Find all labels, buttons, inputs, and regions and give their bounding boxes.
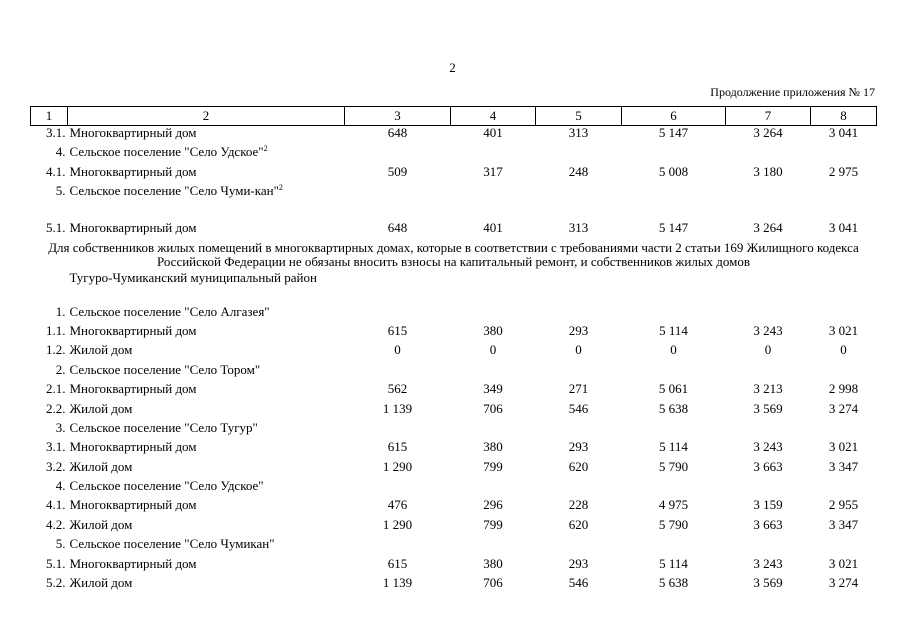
cell-value: 296 bbox=[483, 497, 503, 513]
cell-value: 562 bbox=[387, 381, 408, 397]
cell-value: 0 bbox=[840, 342, 847, 358]
row-name: Многоквартирный дом bbox=[69, 555, 197, 571]
row-number: 4. bbox=[55, 144, 66, 160]
cell-value: 1 290 bbox=[382, 458, 413, 474]
row-name: Многоквартирный дом bbox=[69, 220, 197, 236]
cell-value: 615 bbox=[387, 555, 408, 571]
cell-value: 3 021 bbox=[828, 322, 859, 338]
footnote-mark: 2 bbox=[263, 144, 268, 154]
cell-value: 3 041 bbox=[828, 220, 859, 236]
row-number: 5. bbox=[55, 183, 66, 199]
cell-value: 248 bbox=[568, 163, 589, 179]
footnote-mark: 2 bbox=[278, 183, 283, 193]
row-number: 3.2. bbox=[46, 458, 66, 474]
cell-value: 3 569 bbox=[753, 575, 783, 591]
table-row bbox=[31, 343, 877, 362]
cell-value: 546 bbox=[568, 400, 589, 416]
table-row bbox=[31, 324, 877, 343]
cell-value: 3 021 bbox=[828, 439, 859, 455]
cell-value: 5 114 bbox=[659, 555, 688, 571]
cell-value: 3 243 bbox=[753, 555, 783, 571]
cell-value: 5 638 bbox=[658, 400, 689, 416]
cell-value: 0 bbox=[764, 342, 772, 358]
header-cell: 4 bbox=[451, 107, 536, 126]
cell-value: 3 347 bbox=[828, 516, 859, 532]
cell-value: 380 bbox=[483, 439, 503, 455]
cell-value: 3 159 bbox=[753, 497, 783, 513]
cell-value: 1 139 bbox=[382, 575, 413, 591]
cell-value: 3 569 bbox=[753, 400, 783, 416]
cell-value: 313 bbox=[568, 125, 589, 140]
row-number: 3.1. bbox=[46, 125, 66, 140]
district-row bbox=[31, 271, 877, 305]
cell-value: 1 139 bbox=[382, 400, 413, 416]
row-number: 4.2. bbox=[46, 516, 66, 532]
cell-value: 380 bbox=[483, 322, 503, 338]
cell-value: 2 955 bbox=[828, 497, 859, 513]
header-cell: 2 bbox=[68, 107, 345, 126]
row-number: 5. bbox=[55, 536, 66, 552]
cell-value: 5 061 bbox=[658, 381, 689, 397]
row-name: Многоквартирный дом bbox=[69, 322, 197, 338]
cell-value: 0 bbox=[489, 342, 497, 358]
cell-value: 271 bbox=[568, 381, 589, 397]
page-number: 2 bbox=[449, 60, 456, 75]
row-name: Сельское поселение "Село Тором" bbox=[69, 361, 261, 377]
cell-value: 3 274 bbox=[828, 575, 859, 591]
header-row bbox=[31, 107, 877, 126]
tariff-table bbox=[30, 106, 877, 595]
cell-value: 3 663 bbox=[753, 516, 783, 532]
table-row bbox=[31, 557, 877, 576]
cell-value: 648 bbox=[387, 125, 408, 140]
row-number: 5.1. bbox=[46, 220, 66, 236]
cell-value: 401 bbox=[483, 220, 503, 236]
row-name: Сельское поселение "Село Удское" bbox=[69, 478, 264, 494]
header-cell: 6 bbox=[622, 107, 726, 126]
cell-value: 706 bbox=[483, 575, 503, 591]
district-name bbox=[68, 271, 345, 305]
cell-value: 3 021 bbox=[828, 555, 859, 571]
header-cell: 1 bbox=[31, 107, 68, 126]
cell-value: 0 bbox=[575, 342, 582, 358]
cell-value: 799 bbox=[483, 516, 503, 532]
row-number: 1.2. bbox=[46, 342, 66, 358]
section-row bbox=[31, 305, 877, 324]
cell-value: 317 bbox=[483, 163, 503, 179]
district-label: Тугуро-Чумиканский муниципальный район bbox=[69, 269, 317, 285]
cell-value: 3 347 bbox=[828, 458, 859, 474]
row-name: Жилой дом bbox=[69, 342, 133, 358]
row-number: 3. bbox=[55, 419, 66, 435]
cell-value: 3 180 bbox=[753, 163, 783, 179]
section-row bbox=[31, 537, 877, 556]
row-number: 2. bbox=[55, 361, 66, 377]
section-name: Сельское поселение "Село Удское" bbox=[69, 144, 264, 160]
row-number: 2.1. bbox=[46, 381, 66, 397]
table-row bbox=[31, 382, 877, 401]
table-row bbox=[31, 518, 877, 537]
cell-value: 5 638 bbox=[658, 575, 689, 591]
row-number: 2.2. bbox=[46, 400, 66, 416]
section-row bbox=[31, 421, 877, 440]
cell-value: 5 147 bbox=[658, 220, 689, 236]
cell-value: 3 264 bbox=[753, 220, 783, 236]
row-name: Жилой дом bbox=[69, 516, 133, 532]
table-row bbox=[31, 402, 877, 421]
row-name: Жилой дом bbox=[69, 458, 133, 474]
row-name: Многоквартирный дом bbox=[69, 163, 197, 179]
table-row bbox=[31, 498, 877, 517]
cell-value: 546 bbox=[568, 575, 589, 591]
cell-value: 648 bbox=[387, 220, 408, 236]
cell-value: 3 041 bbox=[828, 125, 859, 140]
cell-value: 3 274 bbox=[828, 400, 859, 416]
cell-value: 3 264 bbox=[753, 125, 783, 140]
cell-value: 615 bbox=[387, 439, 408, 455]
cell-value: 615 bbox=[387, 322, 408, 338]
row-number: 4.1. bbox=[46, 163, 66, 179]
cell-value: 293 bbox=[568, 555, 589, 571]
cell-value: 2 975 bbox=[828, 163, 859, 179]
cell-value: 401 bbox=[483, 125, 503, 140]
row-name: Многоквартирный дом bbox=[69, 439, 197, 455]
cell-value: 3 663 bbox=[753, 458, 783, 474]
section-row bbox=[31, 184, 877, 221]
row-number: 4. bbox=[55, 478, 66, 494]
cell-value: 620 bbox=[568, 458, 589, 474]
cell-value: 313 bbox=[568, 220, 589, 236]
section-row bbox=[31, 363, 877, 382]
cell-value: 0 bbox=[394, 342, 401, 358]
cell-value: 228 bbox=[568, 497, 589, 513]
cell-value: 0 bbox=[670, 342, 677, 358]
header-cell: 7 bbox=[726, 107, 811, 126]
row-number: 1. bbox=[55, 303, 66, 319]
note-row bbox=[31, 241, 877, 271]
cell-value: 509 bbox=[387, 163, 408, 179]
cell-value: 799 bbox=[483, 458, 503, 474]
cell-value: 293 bbox=[568, 439, 589, 455]
row-number: 3.1. bbox=[46, 439, 66, 455]
section-row bbox=[31, 145, 877, 164]
cell-value: 706 bbox=[483, 400, 503, 416]
row-name: Сельское поселение "Село Чумикан" bbox=[69, 536, 275, 552]
cell-value: 293 bbox=[568, 322, 589, 338]
cell-value: 3 243 bbox=[753, 322, 783, 338]
header-cell: 5 bbox=[536, 107, 622, 126]
header-cell: 8 bbox=[811, 107, 877, 126]
header-cell: 3 bbox=[345, 107, 451, 126]
row-name: Сельское поселение "Село Алгазея" bbox=[69, 303, 270, 319]
cell-value: 5 147 bbox=[658, 125, 689, 140]
table-row bbox=[31, 165, 877, 184]
table-row bbox=[31, 126, 877, 146]
cell-value: 620 bbox=[568, 516, 589, 532]
cell-value: 5 114 bbox=[659, 439, 688, 455]
cell-value: 380 bbox=[483, 555, 503, 571]
row-name: Многоквартирный дом bbox=[69, 497, 197, 513]
table-row bbox=[31, 460, 877, 479]
row-name: Сельское поселение "Село Тугур" bbox=[69, 419, 258, 435]
cell-value: 3 243 bbox=[753, 439, 783, 455]
section-name: Сельское поселение "Село Чуми-кан" bbox=[69, 183, 279, 199]
table-row bbox=[31, 440, 877, 459]
table-row bbox=[31, 576, 877, 595]
cell-value: 4 975 bbox=[658, 497, 689, 513]
row-number: 4.1. bbox=[46, 497, 66, 513]
row-number: 5.2. bbox=[46, 575, 66, 591]
cell-value: 2 998 bbox=[828, 381, 859, 397]
row-name: Жилой дом bbox=[69, 400, 133, 416]
row-name bbox=[68, 184, 345, 221]
note-text: Для собственников жилых помещений в многоквартирных домах, которые в соответствии с требованиями части 2 статьи 169 Жилищного кодекса Российской Федерации не обязаны вносить взносы на капитальный ремонт, и собственников жилых домов bbox=[48, 239, 859, 269]
continuation-label: Продолжение приложения № 17 bbox=[710, 85, 875, 99]
cell-value: 5 790 bbox=[658, 458, 689, 474]
row-name: Жилой дом bbox=[69, 575, 133, 591]
row-number: 1.1. bbox=[46, 322, 66, 338]
row-number: 5.1. bbox=[46, 555, 66, 571]
row-name: Многоквартирный дом bbox=[69, 125, 197, 140]
row-name bbox=[68, 145, 345, 164]
cell-value: 5 008 bbox=[658, 163, 689, 179]
cell-value: 5 790 bbox=[658, 516, 689, 532]
cell-value: 476 bbox=[387, 497, 408, 513]
section-row bbox=[31, 479, 877, 498]
cell-value: 1 290 bbox=[382, 516, 413, 532]
cell-value: 349 bbox=[483, 381, 503, 397]
cell-value: 3 213 bbox=[753, 381, 783, 397]
cell-value: 5 114 bbox=[659, 322, 688, 338]
table-row bbox=[31, 221, 877, 240]
row-name: Многоквартирный дом bbox=[69, 381, 197, 397]
